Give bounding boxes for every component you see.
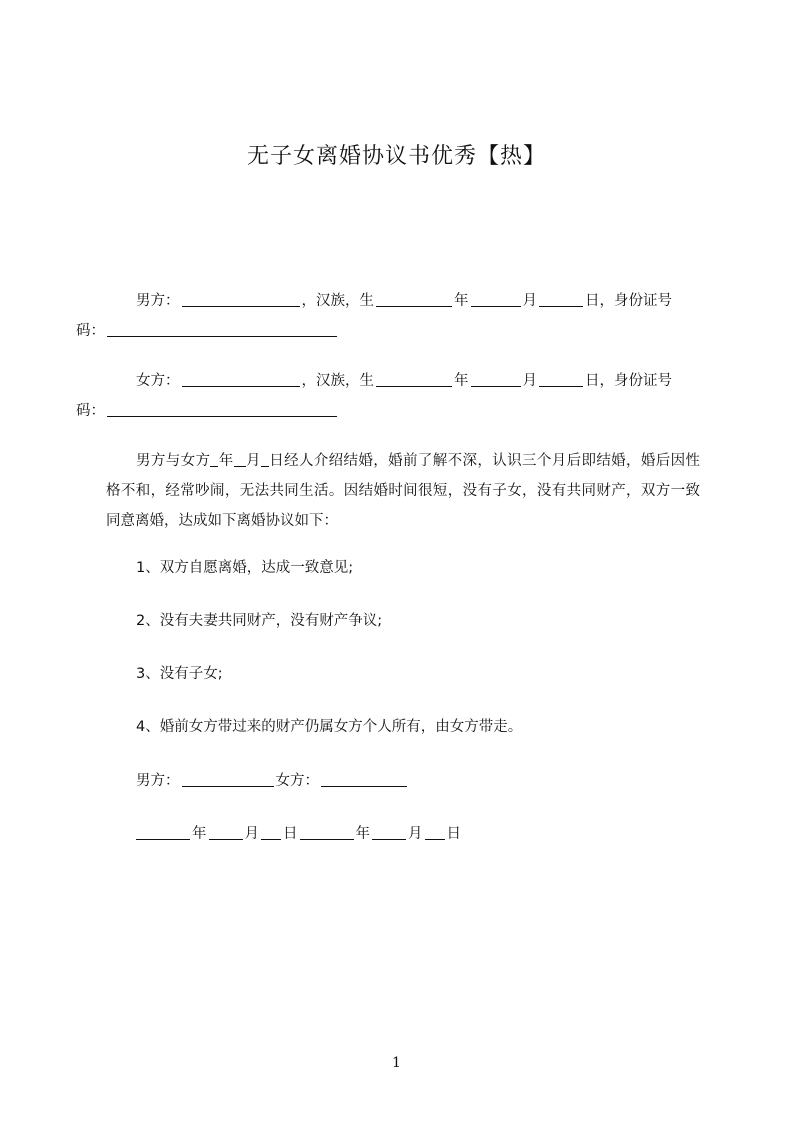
signature-male-label: 男方： (136, 773, 180, 789)
female-birth-year-blank (376, 368, 452, 387)
female-month-text: 月 (522, 373, 537, 389)
female-id-blank (107, 398, 337, 417)
female-birth-day-blank (539, 368, 583, 387)
female-party-section (76, 366, 700, 426)
male-birth-year-blank (376, 288, 452, 307)
date-month-text-2: 月 (408, 826, 423, 842)
signature-female-label: 女方： (275, 773, 319, 789)
male-id-label: 码： (76, 323, 105, 339)
female-id-label: 码： (76, 403, 105, 419)
clause-item: 2、没有夫妻共同财产，没有财产争议; (136, 613, 383, 629)
male-birth-day-blank (539, 288, 583, 307)
intro-part1: 男方与女方 (136, 453, 211, 469)
clause-item: 1、双方自愿离婚，达成一致意见; (136, 560, 354, 576)
male-party-label: 男方： (136, 293, 180, 309)
female-birth-month-blank (471, 368, 521, 387)
female-year-text: 年 (454, 373, 469, 389)
female-party-label: 女方： (136, 373, 180, 389)
date-month-blank-2 (372, 821, 406, 840)
clause-item: 4、婚前女方带过来的财产仍属女方个人所有，由女方带走。 (136, 719, 523, 735)
female-name-blank (182, 368, 300, 387)
intro-day-blank (261, 448, 269, 467)
date-day-blank-1 (261, 821, 281, 840)
date-line (136, 819, 461, 849)
male-day-text: 日，身份证号 (585, 293, 672, 309)
intro-paragraph (106, 446, 700, 536)
male-name-blank (182, 288, 300, 307)
date-day-text-1: 日 (283, 826, 298, 842)
page-number: 1 (392, 1055, 401, 1071)
date-month-text-1: 月 (244, 826, 259, 842)
female-day-text: 日，身份证号 (585, 373, 672, 389)
male-id-blank (107, 318, 337, 337)
date-year-blank-1 (136, 821, 190, 840)
date-month-blank-1 (209, 821, 243, 840)
date-day-blank-2 (425, 821, 445, 840)
signature-female-blank (321, 768, 407, 787)
document-title: 无子女离婚协议书优秀【热】 (246, 144, 546, 169)
male-ethnicity-text: ，汉族，生 (301, 293, 374, 309)
male-month-text: 月 (522, 293, 537, 309)
intro-part4: 日经人介绍结婚，婚前了解不深，认识三个月后即结婚，婚后因性格不和，经常吵闹，无法共同生活。因结婚时间很短，没有子女，没有共同财产，双方一致同意离婚，达成如下离婚协议如下： (106, 453, 701, 529)
male-party-section (76, 286, 700, 346)
date-year-text-1: 年 (192, 826, 207, 842)
signature-male-blank (182, 768, 274, 787)
date-year-blank-2 (300, 821, 354, 840)
intro-part2: 年 (218, 453, 234, 469)
female-ethnicity-text: ，汉族，生 (301, 373, 374, 389)
male-year-text: 年 (454, 293, 469, 309)
signature-line (136, 766, 409, 796)
male-birth-month-blank (471, 288, 521, 307)
intro-part3: 月 (245, 453, 261, 469)
date-year-text-2: 年 (355, 826, 370, 842)
clause-item: 3、没有子女; (136, 666, 223, 682)
date-day-text-2: 日 (446, 826, 461, 842)
intro-month-blank (234, 448, 246, 467)
